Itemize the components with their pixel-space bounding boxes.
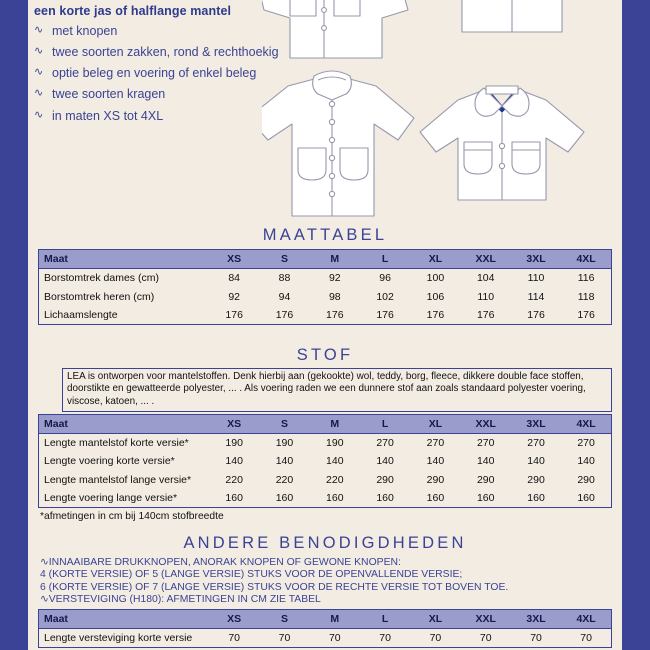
table-cell: 140	[577, 455, 595, 468]
table-cell: 140	[225, 455, 243, 468]
table-header-row	[39, 414, 612, 433]
fabric-footnote: *afmetingen in cm bij 140cm stofbreedte	[40, 511, 224, 523]
notions-line: 4 (KORTE VERSIE) OF 5 (LANGE VERSIE) STUKS VOOR DE OPENVALLENDE VERSIE;	[40, 569, 463, 581]
table-cell: 140	[527, 455, 545, 468]
table-cell: 70	[379, 632, 391, 645]
table-cell: 270	[577, 437, 595, 450]
size-column-header: L	[360, 250, 410, 269]
table-cell: 84	[228, 272, 240, 285]
size-column-header: 3XL	[511, 610, 561, 629]
list-item	[34, 109, 334, 125]
pattern-info-page	[28, 0, 622, 650]
table-cell: 160	[426, 492, 445, 505]
table-cell: 140	[326, 455, 344, 468]
table-cell: 114	[527, 290, 545, 303]
row-label: Lengte voering korte versie*	[44, 455, 175, 468]
table-row	[39, 287, 612, 305]
list-item	[34, 66, 334, 82]
table-cell: 220	[326, 473, 344, 486]
feature-list	[34, 24, 334, 124]
row-label: Borstomtrek dames (cm)	[44, 272, 159, 285]
table-cell: 270	[376, 437, 394, 450]
list-item-label: met knopen	[52, 24, 118, 38]
table-cell: 270	[476, 437, 495, 450]
fabric-description: LEA is ontworpen voor mantelstoffen. Denk hierbij aan (gekookte) wol, teddy, borg, fleece, dikkere double face stoffen, doorstikte en gewatteerde polyester, ... . Als voering raden we een dunnere stof aan zoals standaard polyester voering, viscose, katoen, ... .	[62, 368, 612, 412]
table-cell: 100	[426, 272, 445, 285]
table-header-row	[39, 610, 612, 629]
notions-line: ∿INNAAIBARE DRUKKNOPEN, ANORAK KNOPEN OF GEWONE KNOPEN:	[40, 557, 401, 568]
table-cell: 116	[577, 272, 595, 285]
list-item-label: optie beleg en voering of enkel beleg	[52, 66, 257, 81]
table-row	[39, 452, 612, 470]
table-cell: 160	[476, 492, 495, 505]
table-cell: 190	[225, 437, 243, 450]
list-item-label: twee soorten kragen	[52, 87, 166, 102]
size-column-header: XXL	[461, 414, 511, 433]
notions-section	[38, 534, 612, 648]
list-item-label: twee soorten zakken, rond & rechthoekig	[52, 45, 279, 60]
intro-block	[34, 0, 334, 130]
table-header-row	[39, 250, 612, 269]
page-title: een korte jas of halflange mantel	[34, 4, 232, 18]
table-cell: 176	[275, 308, 294, 321]
table-cell: 270	[426, 437, 445, 450]
size-column-header: L	[360, 610, 410, 629]
table-cell: 70	[228, 632, 240, 645]
table-cell: 140	[426, 455, 445, 468]
fabric-table	[38, 414, 612, 509]
table-cell: 70	[429, 632, 442, 645]
table-row	[39, 433, 612, 452]
wave-bullet-icon: ∿	[34, 108, 44, 121]
left-color-band	[0, 0, 28, 650]
table-cell: 92	[228, 290, 240, 303]
table-cell: 118	[577, 290, 595, 303]
table-cell: 160	[376, 492, 394, 505]
size-table-heading: MAATTABEL	[262, 226, 388, 244]
size-column-header: M	[310, 414, 360, 433]
size-column-header: S	[259, 250, 309, 269]
table-cell: 70	[328, 632, 341, 645]
row-label: Lichaamslengte	[44, 308, 118, 321]
table-cell: 70	[530, 632, 542, 645]
table-cell: 290	[527, 473, 545, 486]
size-column-header: XS	[209, 250, 259, 269]
notions-lines	[38, 557, 612, 606]
table-cell: 160	[275, 492, 294, 505]
table-cell: 160	[527, 492, 545, 505]
size-column-header: XS	[209, 414, 259, 433]
table-cell: 290	[577, 473, 595, 486]
table-cell: 98	[328, 290, 341, 303]
table-cell: 176	[577, 308, 595, 321]
interfacing-table	[38, 609, 612, 648]
size-column-header: 4XL	[561, 610, 611, 629]
size-column-header: 3XL	[511, 250, 561, 269]
size-column-header: XXL	[461, 250, 511, 269]
row-label: Lengte mantelstof lange versie*	[44, 473, 192, 486]
list-item-label: in maten XS tot 4XL	[52, 108, 164, 123]
table-cell: 176	[376, 308, 394, 321]
list-item	[34, 45, 334, 61]
table-cell: 104	[476, 272, 495, 285]
notions-heading: ANDERE BENODIGDHEDEN	[183, 534, 467, 552]
table-cell: 106	[426, 290, 445, 303]
table-cell: 92	[328, 272, 341, 285]
table-cell: 176	[527, 308, 545, 321]
jacket-flat-plain-back	[436, 0, 588, 32]
size-column-header: XL	[410, 250, 460, 269]
size-column-header: M	[310, 610, 360, 629]
table-cell: 290	[476, 473, 495, 486]
table-cell: 88	[278, 272, 291, 285]
table-cell: 160	[225, 492, 243, 505]
size-column-header: 4XL	[561, 414, 611, 433]
coat-flat-lapel-collar	[420, 86, 584, 200]
row-label: Borstomtrek heren (cm)	[44, 290, 155, 303]
table-cell: 110	[527, 272, 545, 285]
fabric-section	[38, 346, 612, 522]
wave-bullet-icon: ∿	[34, 66, 44, 79]
size-column-header: XL	[410, 610, 460, 629]
table-cell: 140	[275, 455, 294, 468]
interfacing-table-label-header: Maat	[39, 610, 210, 629]
right-color-band	[622, 0, 650, 650]
table-cell: 190	[275, 437, 294, 450]
list-item	[34, 87, 334, 103]
table-cell: 102	[376, 290, 394, 303]
row-label: Lengte mantelstof korte versie*	[44, 437, 189, 450]
table-cell: 270	[527, 437, 545, 450]
wave-bullet-icon: ∿	[34, 45, 44, 58]
size-column-header: S	[259, 414, 309, 433]
size-column-header: S	[259, 610, 309, 629]
size-column-header: XL	[410, 414, 460, 433]
table-cell: 94	[278, 290, 291, 303]
table-cell: 220	[225, 473, 243, 486]
size-column-header: XS	[209, 610, 259, 629]
list-item	[34, 24, 334, 40]
fabric-heading: STOF	[296, 346, 354, 364]
size-column-header: XXL	[461, 610, 511, 629]
size-table-section	[38, 226, 612, 325]
row-label: Lengte versteviging korte versie	[44, 632, 193, 645]
wave-bullet-icon: ∿	[34, 24, 44, 36]
table-cell: 160	[326, 492, 344, 505]
table-row	[39, 629, 612, 648]
table-row	[39, 306, 612, 325]
table-cell: 70	[278, 632, 291, 645]
table-cell: 176	[326, 308, 344, 321]
size-column-header: L	[360, 414, 410, 433]
table-cell: 70	[479, 632, 492, 645]
table-cell: 290	[376, 473, 394, 486]
table-row	[39, 489, 612, 508]
size-table-label-header: Maat	[39, 250, 210, 269]
size-column-header: M	[310, 250, 360, 269]
fabric-table-label-header: Maat	[39, 414, 210, 433]
table-cell: 110	[477, 290, 495, 303]
notions-line: ∿VERSTEVIGING (H180): AFMETINGEN IN CM ZIE TABEL	[40, 593, 321, 605]
table-cell: 290	[426, 473, 445, 486]
table-cell: 176	[476, 308, 495, 321]
table-cell: 140	[476, 455, 495, 468]
table-cell: 176	[225, 308, 243, 321]
table-row	[39, 471, 612, 489]
table-cell: 140	[376, 455, 394, 468]
table-cell: 190	[326, 437, 344, 450]
notions-line: 6 (KORTE VERSIE) OF 7 (LANGE VERSIE) STUKS VOOR DE RECHTE VERSIE TOT BOVEN TOE.	[40, 581, 509, 593]
table-cell: 176	[426, 308, 445, 321]
table-cell: 220	[275, 473, 294, 486]
size-column-header: 3XL	[511, 414, 561, 433]
size-table	[38, 249, 612, 325]
table-cell: 96	[379, 272, 391, 285]
row-label: Lengte voering lange versie*	[44, 492, 178, 505]
table-row	[39, 269, 612, 288]
wave-bullet-icon: ∿	[34, 87, 44, 100]
size-column-header: 4XL	[561, 250, 611, 269]
table-cell: 160	[577, 492, 595, 505]
table-cell: 70	[580, 632, 592, 645]
